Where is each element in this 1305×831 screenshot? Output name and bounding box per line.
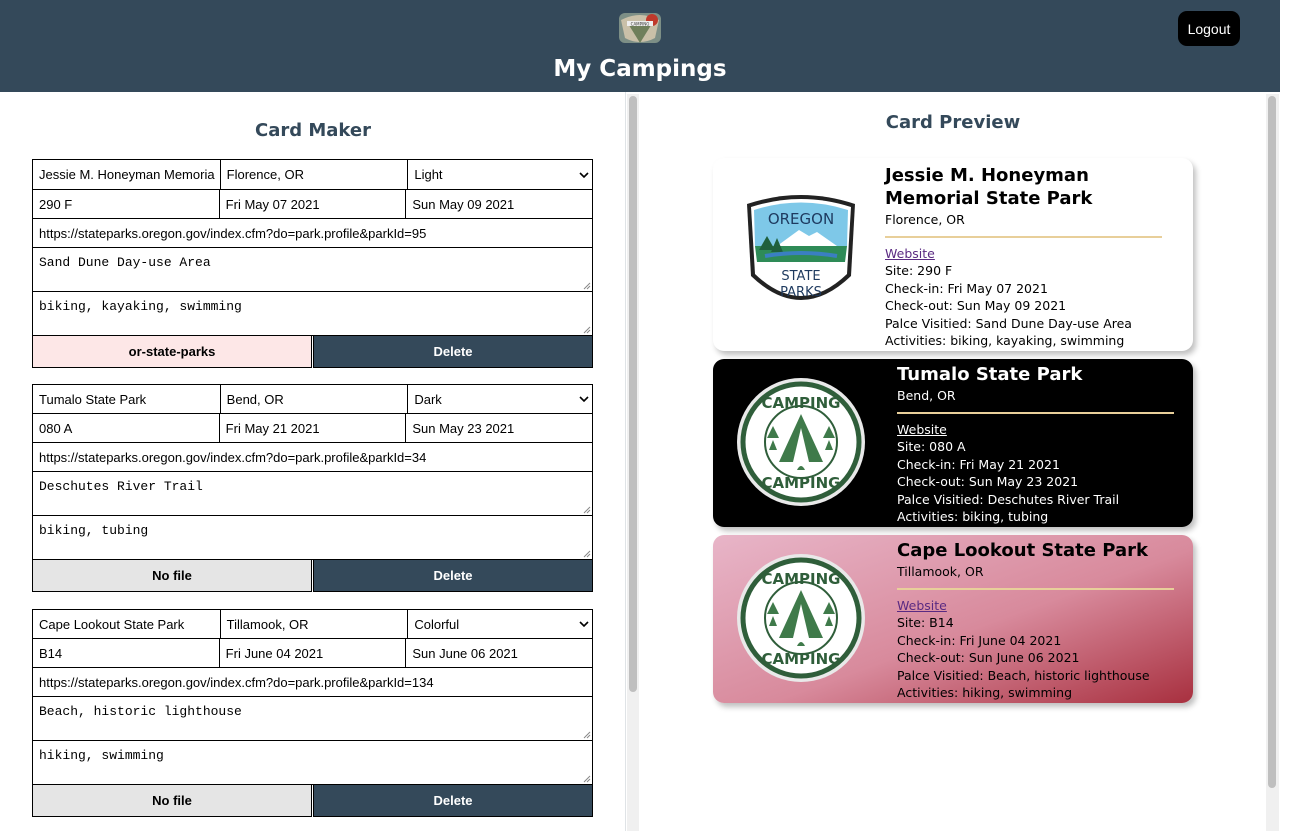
location-input[interactable]: Tillamook, OR <box>221 610 409 638</box>
url-input[interactable]: https://stateparks.oregon.gov/index.cfm?do=park.profile&parkId=95 <box>39 225 427 241</box>
card-form <box>32 384 593 592</box>
card-divider <box>885 236 1162 238</box>
badge-top-text: OREGON <box>767 210 835 228</box>
maker-scrollbar[interactable] <box>627 94 639 831</box>
delete-button[interactable]: Delete <box>313 785 593 817</box>
badge-bottom-text: PARKS <box>780 285 822 300</box>
card-form <box>32 159 593 368</box>
resize-grip-icon[interactable] <box>583 731 591 739</box>
window-edge <box>1280 0 1305 831</box>
card-site: Site: 290 F <box>885 263 953 278</box>
file-upload-button[interactable]: or-state-parks <box>32 336 312 368</box>
preview-card <box>713 359 1193 527</box>
site-input[interactable]: 290 F <box>33 190 220 218</box>
card-checkin: Check-in: Fri June 04 2021 <box>897 632 1062 648</box>
preview-card <box>713 535 1193 703</box>
preview-scrollbar-thumb[interactable] <box>1268 96 1276 788</box>
activities-textarea[interactable] <box>32 740 593 784</box>
theme-select-value: Colorful <box>414 616 460 632</box>
place-textarea[interactable] <box>32 247 593 291</box>
place-value: Deschutes River Trail <box>39 479 203 494</box>
chevron-down-icon <box>579 394 589 404</box>
card-maker-panel <box>0 92 626 831</box>
card-divider <box>897 412 1174 414</box>
resize-grip-icon[interactable] <box>583 506 591 514</box>
checkin-input[interactable]: Fri May 21 2021 <box>220 414 407 442</box>
resize-grip-icon[interactable] <box>583 326 591 334</box>
card-form <box>32 609 593 817</box>
resize-grip-icon[interactable] <box>583 282 591 290</box>
stamp-top-text: CAMPING <box>761 394 841 412</box>
activities-value: hiking, swimming <box>39 748 164 763</box>
stamp-bottom-text: CAMPING <box>761 474 841 492</box>
card-checkout: Check-out: Sun May 09 2021 <box>885 298 1067 313</box>
activities-textarea[interactable] <box>32 515 593 559</box>
app-header <box>0 0 1280 92</box>
checkin-input[interactable]: Fri June 04 2021 <box>220 639 407 667</box>
oregon-state-parks-badge-icon <box>737 190 865 318</box>
preview-scrollbar[interactable] <box>1266 94 1279 831</box>
maker-scrollbar-thumb[interactable] <box>629 96 637 692</box>
page-title: My Campings <box>553 56 727 82</box>
card-activities: Activities: biking, kayaking, swimming <box>885 333 1125 348</box>
card-name: Tumalo State Park <box>897 364 1083 385</box>
chevron-down-icon <box>579 619 589 629</box>
theme-select[interactable] <box>408 160 592 189</box>
delete-button[interactable]: Delete <box>313 336 593 368</box>
card-maker-title: Card Maker <box>254 120 371 141</box>
theme-select-value: Light <box>414 167 443 182</box>
location-input[interactable]: Florence, OR <box>221 160 409 189</box>
card-checkin: Check-in: Fri May 21 2021 <box>897 456 1060 472</box>
card-location: Florence, OR <box>885 212 965 227</box>
website-link[interactable]: Website <box>885 245 935 261</box>
camping-stamp-icon <box>737 378 865 506</box>
theme-select-value: Dark <box>414 391 442 407</box>
card-place: Palce Visitied: Sand Dune Day-use Area <box>885 315 1132 331</box>
badge-mid-text: STATE <box>781 269 821 284</box>
stamp-top-text: CAMPING <box>761 570 841 588</box>
card-activities: Activities: biking, tubing <box>897 509 1049 524</box>
name-input[interactable]: Jessie M. Honeyman Memoria <box>33 160 221 189</box>
file-upload-button[interactable]: No file <box>32 785 312 817</box>
camping-logo-icon <box>617 10 663 46</box>
resize-grip-icon[interactable] <box>583 550 591 558</box>
place-value: Beach, historic lighthouse <box>39 704 242 719</box>
card-name: Cape Lookout State Park <box>897 540 1148 561</box>
place-textarea[interactable] <box>32 696 593 740</box>
name-input[interactable]: Tumalo State Park <box>33 385 221 413</box>
theme-select[interactable] <box>408 385 592 413</box>
theme-select[interactable] <box>408 610 592 638</box>
activities-value: biking, kayaking, swimming <box>39 299 242 314</box>
card-divider <box>897 588 1174 590</box>
checkout-input[interactable]: Sun May 23 2021 <box>412 420 515 436</box>
place-value: Sand Dune Day-use Area <box>39 255 211 270</box>
card-info <box>897 539 1177 702</box>
svg-text:CAMPING: CAMPING <box>630 21 650 27</box>
activities-textarea[interactable] <box>32 291 593 335</box>
checkin-input[interactable]: Fri May 07 2021 <box>220 190 407 218</box>
resize-grip-icon[interactable] <box>583 775 591 783</box>
url-input[interactable]: https://stateparks.oregon.gov/index.cfm?do=park.profile&parkId=34 <box>39 449 427 465</box>
logout-button[interactable]: Logout <box>1178 11 1240 46</box>
card-site: Site: 080 A <box>897 439 966 454</box>
card-checkin: Check-in: Fri May 07 2021 <box>885 280 1048 296</box>
stamp-bottom-text: CAMPING <box>761 650 841 668</box>
card-checkout: Check-out: Sun May 23 2021 <box>897 474 1079 489</box>
checkout-input[interactable]: Sun May 09 2021 <box>412 196 515 212</box>
card-place: Palce Visitied: Deschutes River Trail <box>897 491 1120 507</box>
file-upload-button[interactable]: No file <box>32 560 312 592</box>
chevron-down-icon <box>579 170 589 180</box>
url-input[interactable]: https://stateparks.oregon.gov/index.cfm?do=park.profile&parkId=134 <box>39 674 434 690</box>
card-location: Bend, OR <box>897 388 956 403</box>
place-textarea[interactable] <box>32 471 593 515</box>
camping-stamp-icon <box>737 554 865 682</box>
card-site: Site: B14 <box>897 615 954 630</box>
checkout-input[interactable]: Sun June 06 2021 <box>412 645 518 661</box>
name-input[interactable]: Cape Lookout State Park <box>33 610 221 638</box>
location-input[interactable]: Bend, OR <box>221 385 409 413</box>
site-input[interactable]: B14 <box>33 639 220 667</box>
card-info <box>885 164 1175 350</box>
activities-value: biking, tubing <box>39 523 149 538</box>
card-activities: Activities: hiking, swimming <box>897 685 1073 700</box>
card-location: Tillamook, OR <box>897 564 984 579</box>
card-preview-title: Card Preview <box>885 112 1021 133</box>
delete-button[interactable]: Delete <box>313 560 593 592</box>
website-link[interactable]: Website <box>897 597 947 613</box>
card-name: Jessie M. Honeyman Memorial State Park <box>885 165 1093 209</box>
website-link[interactable]: Website <box>897 421 947 437</box>
site-input[interactable]: 080 A <box>33 414 220 442</box>
card-info <box>897 363 1177 526</box>
card-place: Palce Visitied: Beach, historic lighthouse <box>897 667 1150 683</box>
preview-card <box>713 158 1193 351</box>
card-checkout: Check-out: Sun June 06 2021 <box>897 650 1080 665</box>
